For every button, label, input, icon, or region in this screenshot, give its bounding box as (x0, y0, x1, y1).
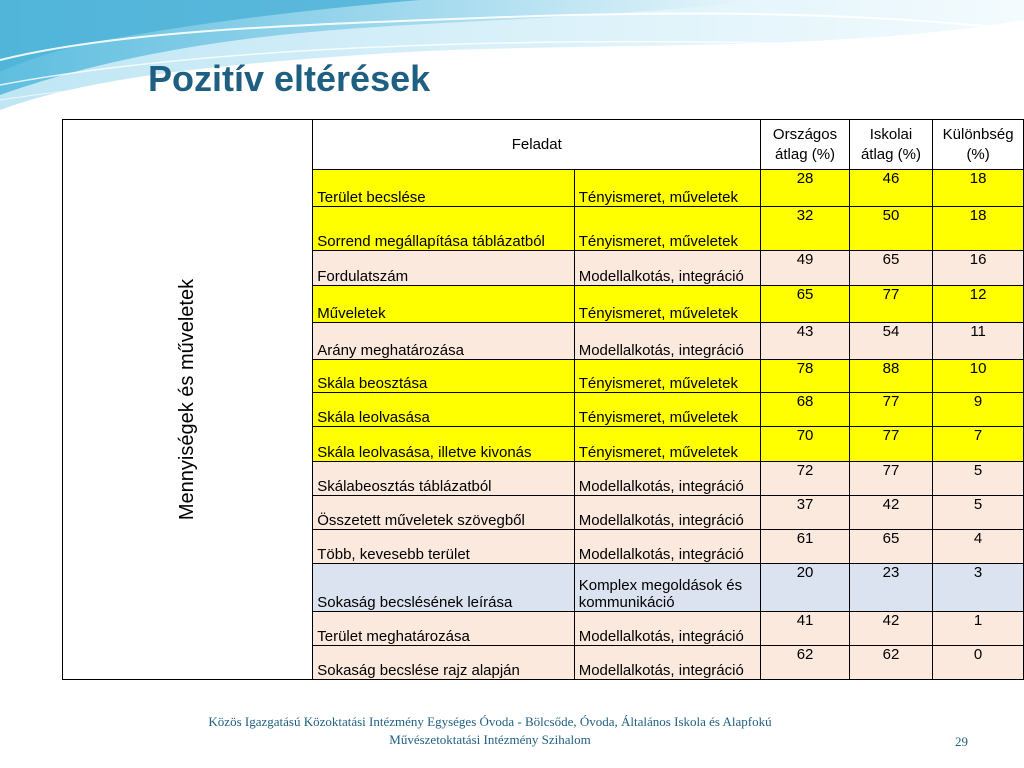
category-cell: Komplex megoldások és kommunikáció (574, 564, 761, 612)
category-side-label-cell (63, 120, 313, 680)
difference-cell: 3 (933, 564, 1024, 612)
difference-cell: 7 (933, 427, 1024, 462)
difference-cell: 1 (933, 612, 1024, 646)
category-cell: Tényismeret, műveletek (574, 393, 761, 427)
school-average-cell: 77 (849, 462, 932, 496)
school-average-cell: 62 (849, 646, 932, 680)
school-average-cell: 77 (849, 393, 932, 427)
task-cell: Skála leolvasása, illetve kivonás (313, 427, 574, 462)
page-title: Pozitív eltérések (148, 58, 431, 99)
difference-cell: 11 (933, 323, 1024, 360)
school-average-cell: 42 (849, 612, 932, 646)
difference-cell: 4 (933, 530, 1024, 564)
school-average-cell: 42 (849, 496, 932, 530)
school-average-cell: 46 (849, 170, 932, 207)
page-number: 29 (955, 734, 968, 749)
header-task: Feladat (313, 120, 761, 170)
category-cell: Modellalkotás, integráció (574, 496, 761, 530)
school-average-cell: 65 (849, 530, 932, 564)
school-average-cell: 88 (849, 360, 932, 393)
national-average-cell: 70 (761, 427, 849, 462)
footer-line-1: Közös Igazgatású Közoktatási Intézmény Egységes Óvoda - Bölcsőde, Óvoda, Általános Iskola és Alapfokú (208, 714, 772, 729)
category-cell: Modellalkotás, integráció (574, 646, 761, 680)
category-cell: Modellalkotás, integráció (574, 612, 761, 646)
national-average-cell: 20 (761, 564, 849, 612)
difference-cell: 5 (933, 462, 1024, 496)
national-average-cell: 65 (761, 286, 849, 323)
header-difference: Különbség (%) (933, 120, 1024, 170)
national-average-cell: 28 (761, 170, 849, 207)
school-average-cell: 77 (849, 286, 932, 323)
category-cell: Modellalkotás, integráció (574, 323, 761, 360)
school-average-cell: 50 (849, 207, 932, 251)
category-cell: Modellalkotás, integráció (574, 251, 761, 286)
task-cell: Összetett műveletek szövegből (313, 496, 574, 530)
national-average-cell: 41 (761, 612, 849, 646)
difference-cell: 0 (933, 646, 1024, 680)
category-cell: Tényismeret, műveletek (574, 170, 761, 207)
national-average-cell: 49 (761, 251, 849, 286)
national-average-cell: 62 (761, 646, 849, 680)
school-average-cell: 23 (849, 564, 932, 612)
difference-cell: 10 (933, 360, 1024, 393)
task-cell: Fordulatszám (313, 251, 574, 286)
national-average-cell: 72 (761, 462, 849, 496)
difference-cell: 12 (933, 286, 1024, 323)
task-cell: Műveletek (313, 286, 574, 323)
national-average-cell: 68 (761, 393, 849, 427)
header-school: Iskolai átlag (%) (849, 120, 932, 170)
difference-cell: 18 (933, 207, 1024, 251)
table-header-row (63, 120, 1024, 170)
category-cell: Modellalkotás, integráció (574, 462, 761, 496)
task-cell: Sokaság becslése rajz alapján (313, 646, 574, 680)
category-cell: Tényismeret, műveletek (574, 360, 761, 393)
national-average-cell: 37 (761, 496, 849, 530)
task-cell: Terület meghatározása (313, 612, 574, 646)
difference-cell: 16 (933, 251, 1024, 286)
task-cell: Sorrend megállapítása táblázatból (313, 207, 574, 251)
task-cell: Sokaság becslésének leírása (313, 564, 574, 612)
task-cell: Terület becslése (313, 170, 574, 207)
difference-cell: 5 (933, 496, 1024, 530)
school-average-cell: 77 (849, 427, 932, 462)
task-cell: Skálabeosztás táblázatból (313, 462, 574, 496)
task-cell: Több, kevesebb terület (313, 530, 574, 564)
national-average-cell: 43 (761, 323, 849, 360)
category-cell: Modellalkotás, integráció (574, 530, 761, 564)
difference-cell: 9 (933, 393, 1024, 427)
national-average-cell: 61 (761, 530, 849, 564)
national-average-cell: 78 (761, 360, 849, 393)
category-side-label: Mennyiségek és műveletek (176, 278, 199, 521)
school-average-cell: 65 (849, 251, 932, 286)
category-cell: Tényismeret, műveletek (574, 427, 761, 462)
footer (60, 713, 920, 749)
task-cell: Arány meghatározása (313, 323, 574, 360)
footer-line-2: Művészetoktatási Intézmény Szihalom (389, 732, 591, 747)
header-national: Országos átlag (%) (761, 120, 849, 170)
task-cell: Skála beosztása (313, 360, 574, 393)
national-average-cell: 32 (761, 207, 849, 251)
difference-cell: 18 (933, 170, 1024, 207)
category-cell: Tényismeret, műveletek (574, 286, 761, 323)
category-cell: Tényismeret, műveletek (574, 207, 761, 251)
task-cell: Skála leolvasása (313, 393, 574, 427)
school-average-cell: 54 (849, 323, 932, 360)
results-table (62, 119, 1024, 680)
